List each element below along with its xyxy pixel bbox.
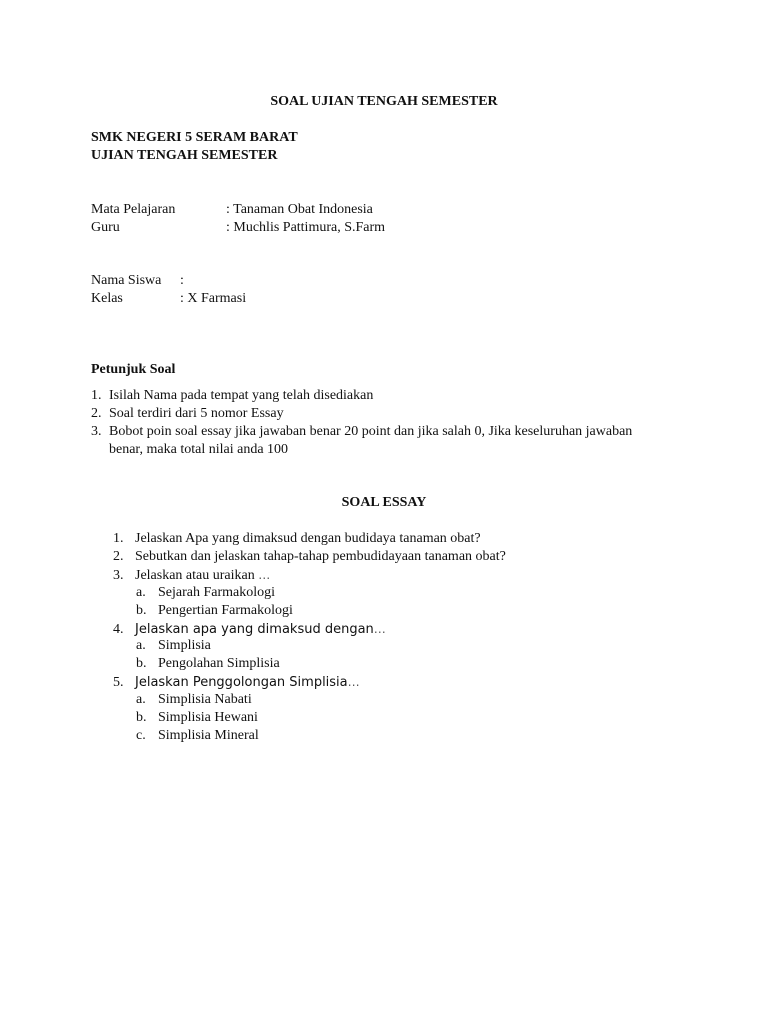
ellipsis: … — [258, 568, 271, 582]
subject-value: : Tanaman Obat Indonesia — [226, 202, 373, 217]
class-label: Kelas — [91, 291, 123, 306]
class-value: : X Farmasi — [180, 291, 247, 306]
instruction-text-continued: benar, maka total nilai anda 100 — [109, 442, 289, 457]
student-name-field[interactable]: : — [180, 273, 184, 288]
question-5: 5. Jelaskan Penggolongan Simplisia… — [113, 675, 360, 690]
question-3: 3. Jelaskan atau uraikan … — [113, 568, 271, 583]
instruction-item — [91, 423, 632, 441]
instruction-number: 3. — [91, 424, 102, 439]
teacher-value: : Muchlis Pattimura, S.Farm — [226, 220, 386, 235]
subject-label: Mata Pelajaran — [91, 202, 176, 217]
instruction-number: 1. — [91, 388, 102, 403]
instruction-item — [91, 405, 284, 423]
question-5-option-b: b. Simplisia Hewani — [136, 710, 258, 725]
school-name: SMK NEGERI 5 SERAM BARAT — [91, 130, 298, 145]
ellipsis: … — [373, 622, 386, 636]
page-title: SOAL UJIAN TENGAH SEMESTER — [270, 94, 498, 109]
question-4-option-b: b. Pengolahan Simplisia — [136, 656, 280, 671]
question-3-option-a: a. Sejarah Farmakologi — [136, 585, 276, 600]
exam-name: UJIAN TENGAH SEMESTER — [91, 148, 278, 163]
question-5-option-c: c. Simplisia Mineral — [136, 728, 259, 743]
question-2: 2. Sebutkan dan jelaskan tahap-tahap pembudidayaan tanaman obat? — [113, 549, 506, 564]
question-5-option-a: a. Simplisia Nabati — [136, 692, 252, 707]
instructions-heading: Petunjuk Soal — [91, 362, 176, 377]
instruction-text: Isilah Nama pada tempat yang telah disediakan — [109, 388, 374, 403]
teacher-label: Guru — [91, 220, 120, 235]
ellipsis: … — [347, 675, 360, 689]
question-1: 1. Jelaskan Apa yang dimaksud dengan budidaya tanaman obat? — [113, 531, 481, 546]
instruction-text: Bobot poin soal essay jika jawaban benar 20 point dan jika salah 0, Jika keseluruhan jawaban — [109, 424, 633, 439]
student-name-label: Nama Siswa — [91, 273, 162, 288]
instruction-text: Soal terdiri dari 5 nomor Essay — [109, 406, 284, 421]
question-4-option-a: a. Simplisia — [136, 638, 211, 653]
question-4: 4. Jelaskan apa yang dimaksud dengan… — [113, 622, 386, 637]
instruction-number: 2. — [91, 406, 102, 421]
instruction-item — [91, 387, 373, 405]
question-3-option-b: b. Pengertian Farmakologi — [136, 603, 293, 618]
essay-heading: SOAL ESSAY — [341, 495, 427, 510]
